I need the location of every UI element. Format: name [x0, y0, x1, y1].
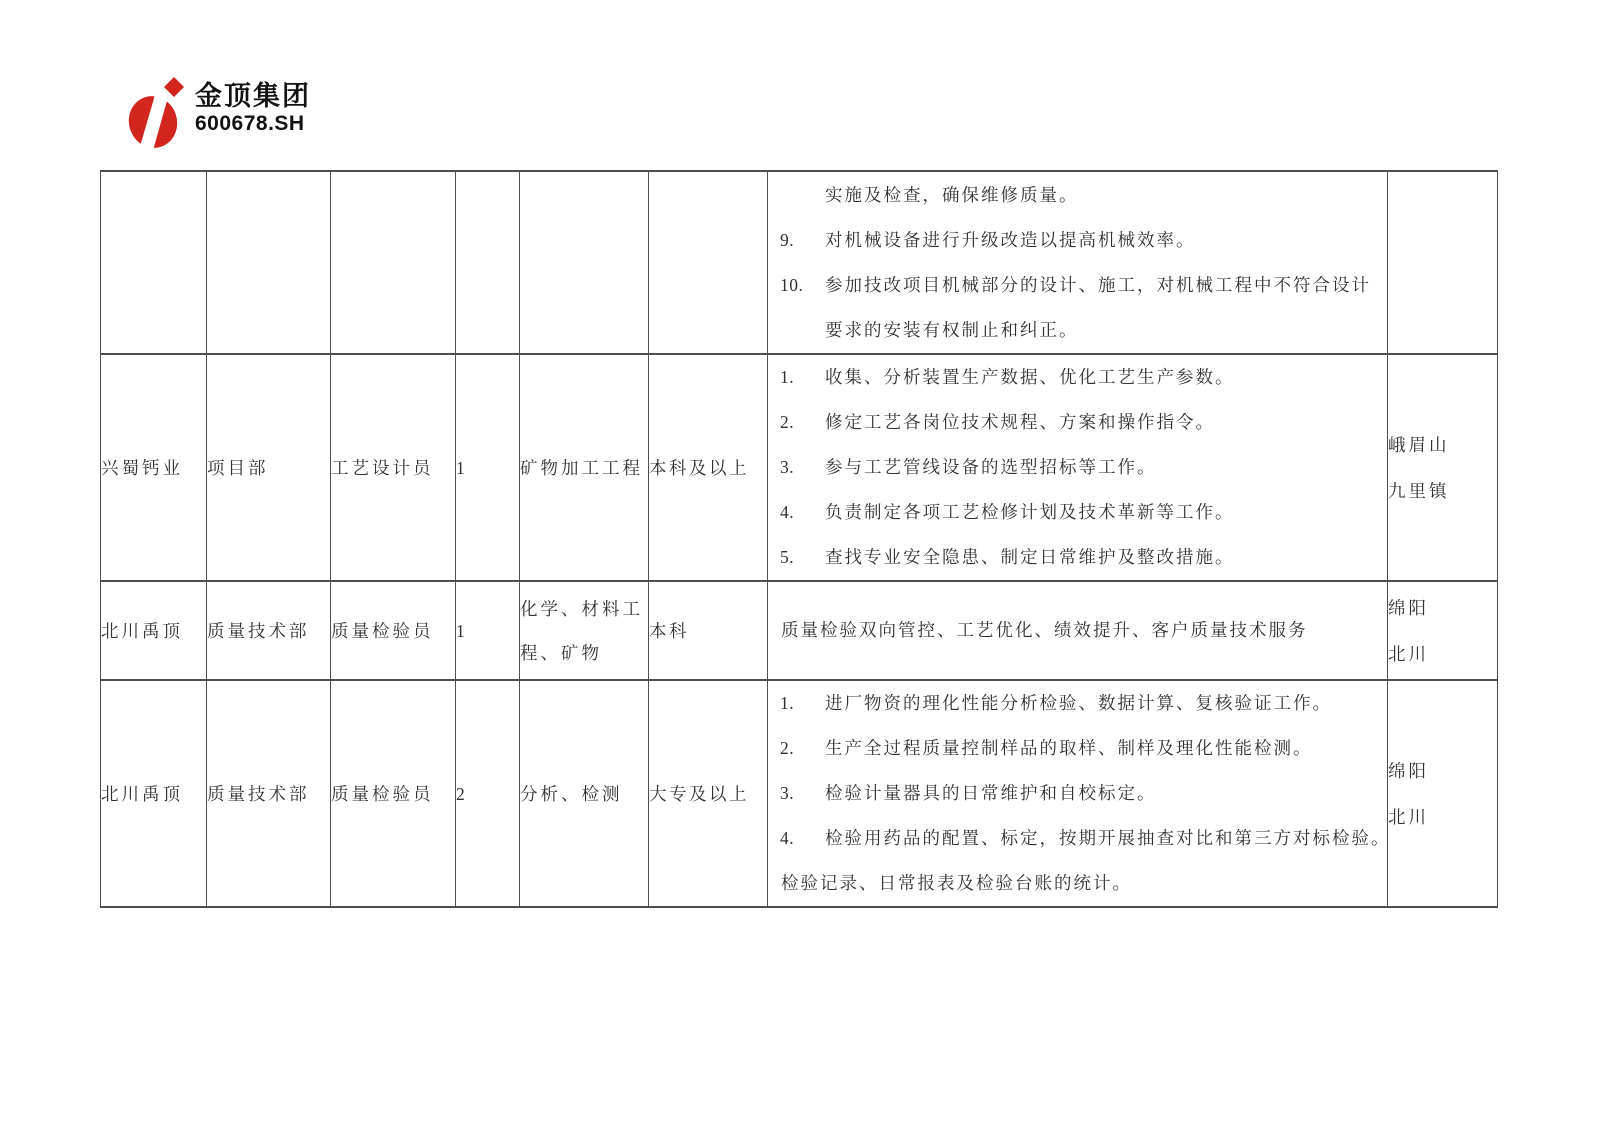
major-cell — [520, 171, 649, 354]
company-cell: 北川禹顶 — [101, 680, 207, 907]
duty-text: 修定工艺各岗位技术规程、方案和操作指令。 — [825, 412, 1215, 432]
position-cell: 质量检验员 — [331, 581, 456, 680]
position-cell: 质量检验员 — [331, 680, 456, 907]
location-cell — [1388, 581, 1498, 680]
stock-ticker: 600678.SH — [195, 112, 305, 135]
company-name: 金顶集团 — [195, 81, 311, 111]
education-cell: 本科 — [649, 581, 768, 680]
duties-cell — [768, 171, 1388, 354]
education-cell — [649, 171, 768, 354]
major-cell: 化学、材料工程、矿物 — [520, 581, 649, 680]
duty-line — [768, 400, 1387, 445]
duties-cell — [768, 680, 1391, 907]
duty-line: 实施及检查，确保维修质量。 — [825, 184, 1079, 205]
position-cell — [331, 171, 456, 354]
duty-text: 生产全过程质量控制样品的取样、制样及理化性能检测。 — [825, 738, 1313, 758]
duty-number: 1. — [780, 693, 795, 713]
headcount-cell: 1 — [456, 581, 520, 680]
department-cell — [207, 171, 331, 354]
duties-cell — [768, 354, 1388, 581]
duty-line: 检验记录、日常报表及检验台账的统计。 — [781, 873, 1132, 893]
duty-number: 10. — [780, 274, 804, 295]
duty-number: 4. — [780, 828, 795, 848]
duty-text: 检验用药品的配置、标定，按期开展抽查对比和第三方对标检验。 — [825, 828, 1391, 848]
duty-line — [768, 490, 1387, 535]
education-cell: 大专及以上 — [649, 680, 768, 907]
duty-number: 1. — [780, 367, 795, 387]
duty-text: 负责制定各项工艺检修计划及技术革新等工作。 — [825, 502, 1235, 522]
duties-cell — [768, 581, 1388, 680]
duty-number: 2. — [780, 412, 795, 432]
duty-line — [768, 726, 1387, 771]
duty-line — [768, 263, 1387, 308]
jobs-table — [100, 170, 1498, 908]
location-line: 九里镇 — [1388, 480, 1450, 501]
headcount-cell: 1 — [456, 354, 520, 581]
duty-line — [768, 445, 1387, 490]
duty-line — [768, 681, 1387, 726]
duty-number: 4. — [780, 502, 795, 522]
education-cell: 本科及以上 — [649, 354, 768, 581]
duty-text: 参加技改项目机械部分的设计、施工，对机械工程中不符合设计 — [825, 274, 1371, 295]
headcount-cell: 2 — [456, 680, 520, 907]
duty-text: 检验计量器具的日常维护和自校标定。 — [825, 783, 1157, 803]
duty-text: 对机械设备进行升级改造以提高机械效率。 — [825, 229, 1196, 250]
position-cell: 工艺设计员 — [331, 354, 456, 581]
location-line: 绵阳 — [1388, 760, 1429, 781]
company-cell — [101, 171, 207, 354]
duty-line — [768, 218, 1387, 263]
jobs-table-body — [101, 171, 1498, 907]
location-cell — [1388, 171, 1498, 354]
duty-text: 参与工艺管线设备的选型招标等工作。 — [825, 457, 1157, 477]
duty-line — [768, 771, 1387, 816]
table-row — [101, 581, 1498, 680]
location-line: 绵阳 — [1388, 597, 1429, 618]
headcount-cell — [456, 171, 520, 354]
duty-text: 查找专业安全隐患、制定日常维护及整改措施。 — [825, 547, 1235, 567]
location-line: 北川 — [1388, 806, 1429, 827]
duty-number: 3. — [780, 783, 795, 803]
table-row — [101, 171, 1498, 354]
duty-text: 收集、分析装置生产数据、优化工艺生产参数。 — [825, 367, 1235, 387]
duty-line: 要求的安装有权制止和纠正。 — [825, 319, 1079, 340]
brand-header — [128, 76, 311, 148]
department-cell: 质量技术部 — [207, 581, 331, 680]
duty-line: 质量检验双向管控、工艺优化、绩效提升、客户质量技术服务 — [781, 620, 1308, 640]
table-row — [101, 354, 1498, 581]
table-row — [101, 680, 1498, 907]
duty-number: 9. — [780, 229, 795, 250]
duty-number: 3. — [780, 457, 795, 477]
brand-text — [195, 76, 311, 136]
company-cell: 北川禹顶 — [101, 581, 207, 680]
major-cell: 分析、检测 — [520, 680, 649, 907]
location-line: 北川 — [1388, 643, 1429, 664]
department-cell: 质量技术部 — [207, 680, 331, 907]
location-cell — [1388, 354, 1498, 581]
duty-line — [768, 355, 1387, 400]
duty-text: 进厂物资的理化性能分析检验、数据计算、复核验证工作。 — [825, 693, 1332, 713]
company-cell: 兴蜀钙业 — [101, 354, 207, 581]
department-cell: 项目部 — [207, 354, 331, 581]
duty-line — [768, 816, 1391, 861]
location-line: 峨眉山 — [1388, 434, 1450, 455]
major-cell: 矿物加工工程 — [520, 354, 649, 581]
duty-number: 5. — [780, 547, 795, 567]
location-cell — [1388, 680, 1498, 907]
jinding-logo-icon — [128, 76, 186, 148]
duty-number: 2. — [780, 738, 795, 758]
duty-line — [768, 535, 1387, 580]
